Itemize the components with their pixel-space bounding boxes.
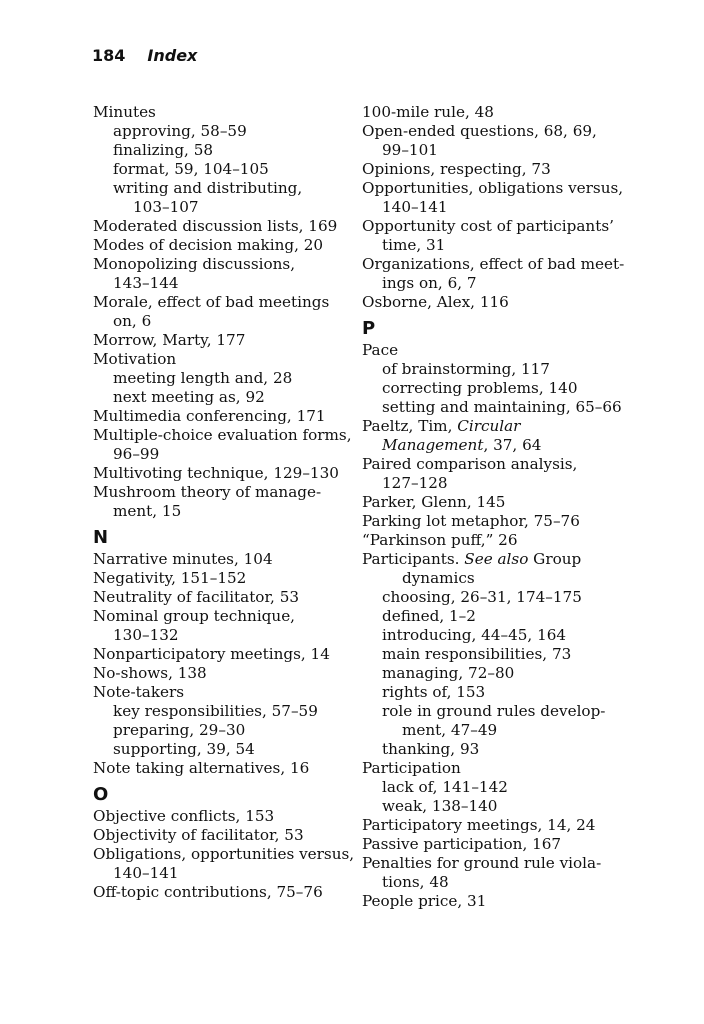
entry-text: Morale, effect of bad meetings [93,293,330,311]
entry-text: Paeltz, Tim, [362,417,458,435]
index-subentry [362,379,624,398]
index-entry [93,645,345,664]
entry-text: 96–99 [113,445,160,463]
index-subentry [362,683,624,702]
entry-text: Penalties for ground rule viola- [362,854,602,872]
index-entry [362,217,624,236]
index-entry [93,407,345,426]
section-letter: P [362,318,376,339]
entry-text: of brainstorming, 117 [382,360,550,378]
entry-text: tions, 48 [382,873,449,891]
index-subentry [93,179,345,198]
entry-text: Nominal group technique, [93,607,296,625]
entry-text: 143–144 [113,274,179,292]
index-subentry [362,274,624,293]
index-subentry [362,873,624,892]
index-subentry [362,569,624,588]
index-entry [93,236,345,255]
entry-text: Obligations, opportunities versus, [93,845,355,863]
index-subentry [362,474,624,493]
index-entry [93,350,345,369]
entry-text: Osborne, Alex, 116 [362,293,509,311]
entry-text: Participatory meetings, 14, 24 [362,816,596,834]
index-subentry [362,740,624,759]
entry-text: Participation [362,759,461,777]
entry-text: dynamics [402,569,475,587]
entry-text: No-shows, 138 [93,664,207,682]
index-entry [362,892,624,911]
index-entry [362,293,624,312]
entry-text: Parking lot metaphor, 75–76 [362,512,580,530]
entry-text: “Parkinson puff,” 26 [362,531,518,549]
entry-text: Mushroom theory of manage- [93,483,322,501]
entry-text: People price, 31 [362,892,487,910]
entry-text: Open-ended questions, 68, 69, [362,122,597,140]
index-subentry [93,626,345,645]
entry-italic-text: Management [382,436,484,454]
running-head [92,45,197,67]
entry-text: Multivoting technique, 129–130 [93,464,339,482]
index-entry [362,493,624,512]
entry-text: Pace [362,341,399,359]
entry-text: ings on, 6, 7 [382,274,477,292]
index-entry [93,845,355,864]
entry-text: ment, 15 [113,502,182,520]
index-subentry [93,369,345,388]
entry-text: defined, 1–2 [382,607,476,625]
index-entry [362,835,624,854]
index-subentry [362,721,624,740]
index-entry [362,122,624,141]
entry-text: time, 31 [382,236,446,254]
entry-text: correcting problems, 140 [382,379,578,397]
entry-text: ment, 47–49 [402,721,498,739]
entry-text: 140–141 [382,198,448,216]
entry-text: Neutrality of facilitator, 53 [93,588,300,606]
entry-text: weak, 138–140 [382,797,498,815]
entry-text: key responsibilities, 57–59 [113,702,318,720]
index-subentry [362,198,624,217]
entry-text: supporting, 39, 54 [113,740,255,758]
entry-text: Participants. [362,550,465,568]
index-entry [93,883,345,902]
entry-text: Opportunities, obligations versus, [362,179,624,197]
index-entry [362,341,624,360]
entry-text: 127–128 [382,474,448,492]
entry-text: Organizations, effect of bad meet- [362,255,625,273]
index-entry [362,103,624,122]
index-subentry [362,702,624,721]
index-subentry [362,436,624,455]
entry-text: setting and maintaining, 65–66 [382,398,622,416]
entry-text: managing, 72–80 [382,664,515,682]
entry-tail-text: , 37, 64 [483,436,542,454]
page-number: 184 [92,46,126,65]
index-subentry [93,702,345,721]
entry-text: next meeting as, 92 [113,388,265,406]
index-entry [362,759,624,778]
section-letter: N [93,527,109,548]
page-title: Index [147,46,198,65]
entry-text: Modes of decision making, 20 [93,236,324,254]
index-entry [93,826,345,845]
entry-text: Objective conflicts, 153 [93,807,275,825]
entry-text: Narrative minutes, 104 [93,550,273,568]
entry-text: lack of, 141–142 [382,778,508,796]
section-letter: O [93,784,109,805]
index-entry [93,255,345,274]
entry-text: Off-topic contributions, 75–76 [93,883,323,901]
index-entry [362,255,624,274]
entry-text: Opinions, respecting, 73 [362,160,551,178]
entry-text: Paired comparison analysis, [362,455,578,473]
index-subentry [93,122,345,141]
entry-text: 100-mile rule, 48 [362,103,494,121]
entry-text: format, 59, 104–105 [113,160,269,178]
entry-text: choosing, 26–31, 174–175 [382,588,582,606]
entry-italic-text: Circular [457,417,521,435]
index-entry [93,607,345,626]
index-entry [362,417,624,436]
entry-text: 99–101 [382,141,438,159]
index-subentry [362,398,624,417]
index-subentry [93,721,345,740]
index-entry [93,426,352,445]
index-subentry [93,502,345,521]
entry-text: Motivation [93,350,177,368]
index-subentry [93,864,345,883]
index-entry [93,293,345,312]
index-entry [362,160,624,179]
index-subentry [362,607,624,626]
index-subentry [362,588,624,607]
entry-text: Objectivity of facilitator, 53 [93,826,304,844]
entry-text: Parker, Glenn, 145 [362,493,506,511]
entry-text: Opportunity cost of participants’ [362,217,614,235]
entry-text: Multimedia conferencing, 171 [93,407,326,425]
index-entry [93,483,345,502]
entry-text: Multiple-choice evaluation forms, [93,426,352,444]
entry-text: approving, 58–59 [113,122,247,140]
index-subentry [93,274,345,293]
index-entry [93,807,345,826]
entry-text: meeting length and, 28 [113,369,293,387]
index-entry [93,464,345,483]
entry-text: Nonparticipatory meetings, 14 [93,645,330,663]
index-subentry [362,626,624,645]
index-entry [93,103,345,122]
index-subentry [362,778,624,797]
entry-text: on, 6 [113,312,152,330]
entry-text: Monopolizing discussions, [93,255,296,273]
index-subentry [362,360,624,379]
index-entry [93,683,345,702]
index-column-left [93,103,355,902]
index-entry [93,550,345,569]
index-entry [362,531,624,550]
index-subentry [362,141,624,160]
entry-text: finalizing, 58 [113,141,214,159]
entry-text: rights of, 153 [382,683,486,701]
entry-text: writing and distributing, [113,179,303,197]
index-entry [362,179,624,198]
index-entry [93,588,345,607]
index-subentry [93,160,345,179]
entry-tail-text: Group [528,550,582,568]
entry-text: Morrow, Marty, 177 [93,331,246,349]
entry-text: thanking, 93 [382,740,480,758]
index-entry [93,664,345,683]
index-subentry [362,236,624,255]
index-entry [362,816,624,835]
entry-text: Note taking alternatives, 16 [93,759,310,777]
entry-italic-text: See also [464,550,529,568]
index-entry [362,512,624,531]
entry-text: main responsibilities, 73 [382,645,572,663]
index-subentry [362,645,624,664]
entry-text: Moderated discussion lists, 169 [93,217,338,235]
entry-text: preparing, 29–30 [113,721,246,739]
entry-text: Note-takers [93,683,185,701]
index-entry [93,331,345,350]
index-subentry [93,740,345,759]
index-subentry [93,198,345,217]
index-subentry [93,141,345,160]
index-entry [362,455,624,474]
entry-text: Minutes [93,103,156,121]
index-entry [362,550,624,569]
index-subentry [93,445,345,464]
index-subentry [93,312,345,331]
entry-text: Negativity, 151–152 [93,569,247,587]
index-entry [93,217,345,236]
index-column-right [362,103,624,911]
entry-text: Passive participation, 167 [362,835,562,853]
index-subentry [362,664,624,683]
entry-text: 140–141 [113,864,179,882]
entry-text: role in ground rules develop- [382,702,606,720]
entry-text: 103–107 [133,198,199,216]
index-entry [93,759,345,778]
index-subentry [93,388,345,407]
index-entry [93,569,345,588]
index-entry [362,854,624,873]
entry-text: introducing, 44–45, 164 [382,626,567,644]
entry-text: 130–132 [113,626,179,644]
index-subentry [362,797,624,816]
